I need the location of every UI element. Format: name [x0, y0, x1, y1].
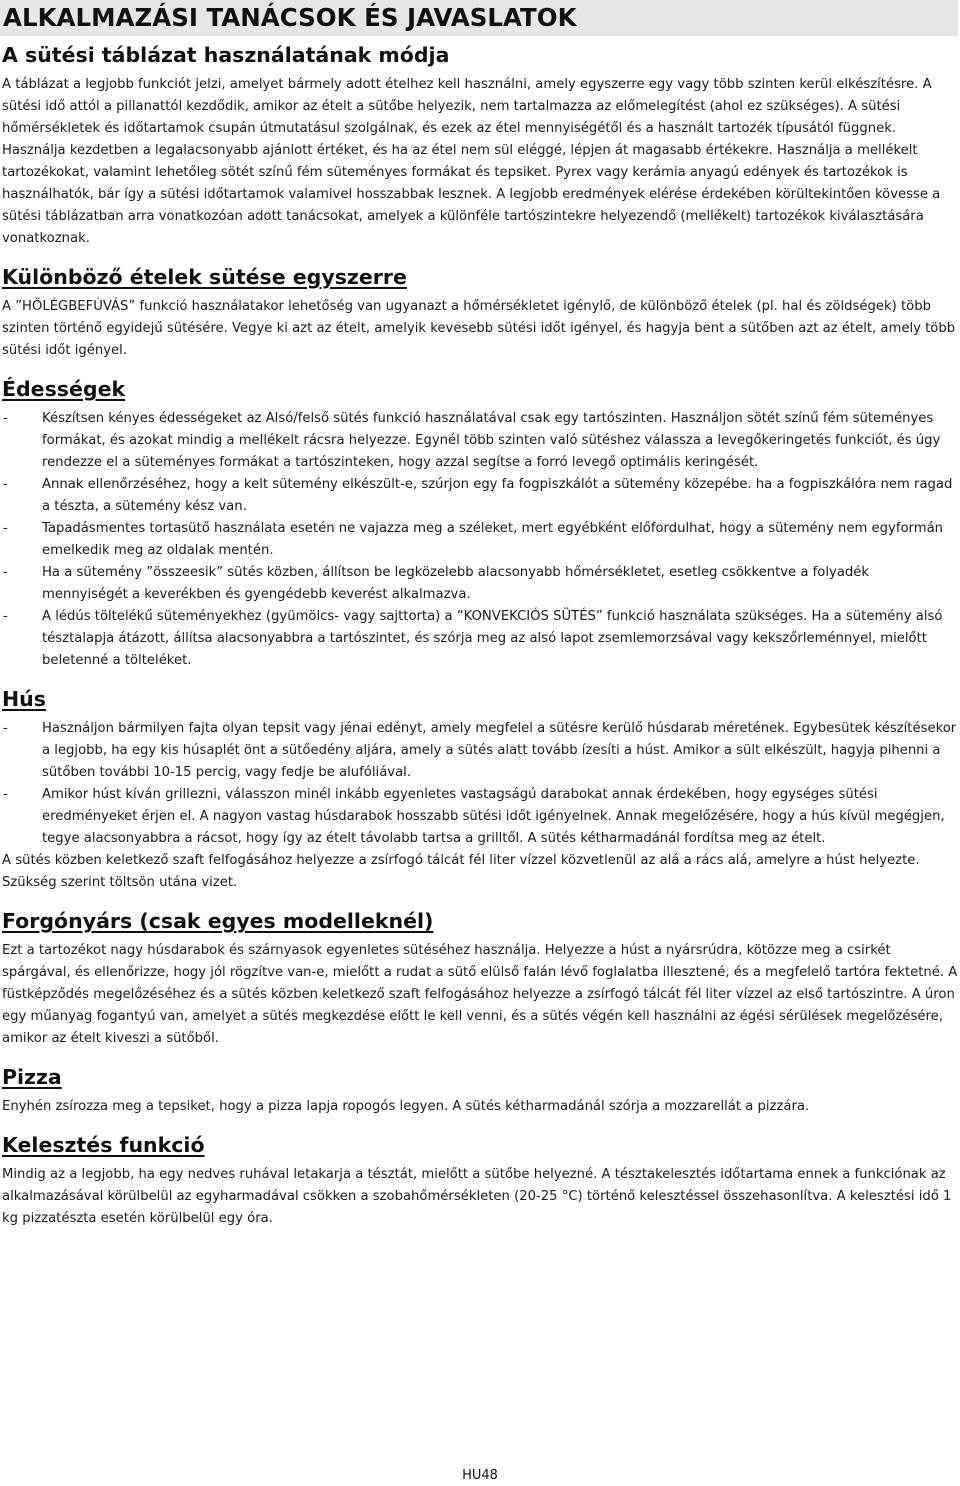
section-kulonbozo-etelek [0, 262, 958, 362]
section-paragraph: Ezt a tartozékot nagy húsdarabok és szárnyasok egyenletes sütéséhez használja. Helyezze a húst a nyársrúdra, kötözze meg a csirkét spárgával, és ellenőrizze, hogy jól rögzítve van-e, mielőtt a rudat a sütő elülső falán lévő foglalatba illesztené, és a megfelelő tartóra fektetné. A füstképződés megelőzéséhez és a sütés közben keletkező szaft felfogásához helyezze a zsírfogó tálcát fél liter vízzel az első tartószintre. A úron egy műanyag fogantyú van, amelyet a sütés megkezdése előtt le kell venni, és a sütés végén kell használni az égési sérülések megelőzésére, amikor az ételt kiveszi a sütőből. [2, 943, 958, 1046]
bullet-list [0, 408, 958, 672]
bullet-dash: - [3, 609, 8, 624]
section-pizza [0, 1062, 958, 1118]
section-heading: Különböző ételek sütése egyszerre [2, 265, 407, 289]
list-item [0, 562, 958, 606]
document-body [0, 40, 958, 1230]
section-forgonyars [0, 906, 958, 1050]
section-kelesztes [0, 1130, 958, 1230]
section-paragraph: A táblázat a legjobb funkciót jelzi, amelyet bármely adott ételhez kell használni, amely egyszerre egy vagy több szinten kerül elkészítésre. A sütési idő attól a pillanattól kezdődik, amikor az ételt a sütőbe helyezik, nem tartalmazza az előmelegítést (ahol ez szükséges). A sütési hőmérsékletek és időtartamok csupán útmutatásul szolgálnak, és ezek az étel mennyiségétől és a használt tartozék típusától függnek. Használja kezdetben a legalacsonyabb ajánlott értéket, és ha az étel nem sül eléggé, lépjen át magasabb értékekre. Használja a mellékelt tartozékokat, valamint lehetőleg sötét színű fém süteményes formákat és tepsiket. Pyrex vagy kerámia anyagú edények és tartozékok is használhatók, bár így a sütési időtartamok valamivel hosszabbak lesznek. A legjobb eredmények elérése érdekében körültekintően kövesse a sütési táblázatban arra vonatkozóan adott tanácsokat, amelyek a különféle tartószintekre helyezendő (mellékelt) tartozékok kiválasztására vonatkoznak. [2, 77, 941, 246]
section-paragraph: Mindig az a legjobb, ha egy nedves ruhával letakarja a tésztát, mielőtt a sütőbe helyezné. A tésztakelesztés időtartama ennek a funkciónak az alkalmazásával körülbelül az egyharmadával csökken a szobahőmérsékleten (20-25 °C) történő kelesztéssel összehasonlítva. A kelesztési idő 1 kg pizzatészta esetén körülbelül egy óra. [2, 1167, 952, 1226]
list-item-text: Annak ellenőrzéséhez, hogy a kelt sütemény elkészült-e, szúrjon egy fa fogpiszkálót a sütemény közepébe. ha a fogpiszkálóra nem ragad a tészta, a sütemény kész van. [42, 477, 953, 514]
page-number: HU48 [462, 1468, 498, 1483]
section-hus [0, 684, 958, 894]
bullet-dash: - [3, 787, 8, 802]
bullet-dash: - [3, 565, 8, 580]
section-heading: Hús [2, 687, 46, 711]
list-item-text: Használjon bármilyen fajta olyan tepsit vagy jénai edényt, amely megfelel a sütésre kerülő húsdarab méretének. Egybesütek készítésekor a legjobb, ha egy kis húsaplét önt a sütőedény aljára, amely a sütés alatt tovább ízesíti a húst. Amikor a sült elkészült, hagyja pihenni a sütőben további 10-15 percig, vagy fedje be alufóliával. [42, 721, 957, 780]
bullet-dash: - [3, 521, 8, 536]
bullet-dash: - [3, 411, 8, 426]
bullet-list [0, 718, 958, 850]
section-heading: Kelesztés funkció [2, 1133, 205, 1157]
list-item [0, 718, 958, 784]
section-paragraph: A sütés közben keletkező szaft felfogásához helyezze a zsírfogó tálcát fél liter vízzel közvetlenül az alá a rács alá, amelyre a húst helyezte. Szükség szerint töltsön utána vizet. [2, 853, 920, 890]
list-item [0, 474, 958, 518]
list-item-text: A lédús töltelékű süteményekhez (gyümölcs- vagy sajttorta) a ”KONVEKCIÓS SÜTÉS” funkció használata szükséges. Ha a sütemény alsó tésztalapja átázott, állítsa alacsonyabbra a tartószintet, és szórja meg az alsó lapot zsemlemorzsával vagy kekszőrleménnyel, mielőtt beletenné a tölteléket. [42, 609, 943, 668]
bullet-dash: - [3, 721, 8, 736]
list-item-text: Készítsen kényes édességeket az Alsó/felső sütés funkció használatával csak egy tartószinten. Használjon sötét színű fém süteményes formákat, és azokat mindig a mellékelt rácsra helyezze. Egynél több szinten való sütéshez válassza a levegőkeringetés funkciót, és úgy rendezze el a süteményes formákat a tartószinteken, hogy azzal segítse a forró levegő optimális keringését. [42, 411, 941, 470]
list-item [0, 408, 958, 474]
section-heading: A sütési táblázat használatának módja [2, 43, 450, 67]
list-item [0, 784, 958, 850]
page-header [0, 0, 958, 36]
section-heading: Pizza [2, 1065, 62, 1089]
list-item [0, 606, 958, 672]
section-heading: Édességek [2, 377, 126, 401]
list-item-text: Tapadásmentes tortasütő használata esetén ne vajazza meg a széleket, mert egyébként előfordulhat, hogy a sütemény nem egyformán emelkedik meg az oldalak mentén. [42, 521, 944, 558]
section-heading: Forgónyárs (csak egyes modelleknél) [2, 909, 434, 933]
list-item [0, 518, 958, 562]
section-paragraph: Enyhén zsírozza meg a tepsiket, hogy a pizza lapja ropogós legyen. A sütés kétharmadánál szórja a mozzarellát a pizzára. [2, 1099, 810, 1114]
list-item-text: Amikor húst kíván grillezni, válasszon minél inkább egyenletes vastagságú darabokat annak érdekében, hogy egységes sütési eredményeket érjen el. A nagyon vastag húsdarabok hosszabb sütési időt igényelnek. Annak megelőzésére, hogy a hús kívül megégjen, tegye alacsonyabbra a rácsot, hogy így az ételt távolabb tartsa a grilltől. A sütés kétharmadánál fordítsa meg az ételt. [42, 787, 945, 846]
section-edessegek [0, 374, 958, 672]
list-item-text: Ha a sütemény ”összeesik” sütés közben, állítson be legközelebb alacsonyabb hőmérsékletet, esetleg csökkentve a folyadék mennyiségét a keverékben és gyengédebb keverést alkalmazva. [42, 565, 870, 602]
page-title: ALKALMAZÁSI TANÁCSOK ÉS JAVASLATOK [3, 3, 577, 32]
section-paragraph: A ”HŐLÉGBEFÚVÁS” funkció használatakor lehetőség van ugyanazt a hőmérsékletet igénylő, de különböző ételek (pl. hal és zöldségek) több szinten történő egyidejű sütésére. Vegye ki azt az ételt, amelyik kevesebb sütési időt igényel, és hagyja bent a sütőben azt az ételt, amely több sütési időt igényel. [2, 299, 956, 358]
bullet-dash: - [3, 477, 8, 492]
section-sutesi-tablazat [0, 40, 958, 250]
